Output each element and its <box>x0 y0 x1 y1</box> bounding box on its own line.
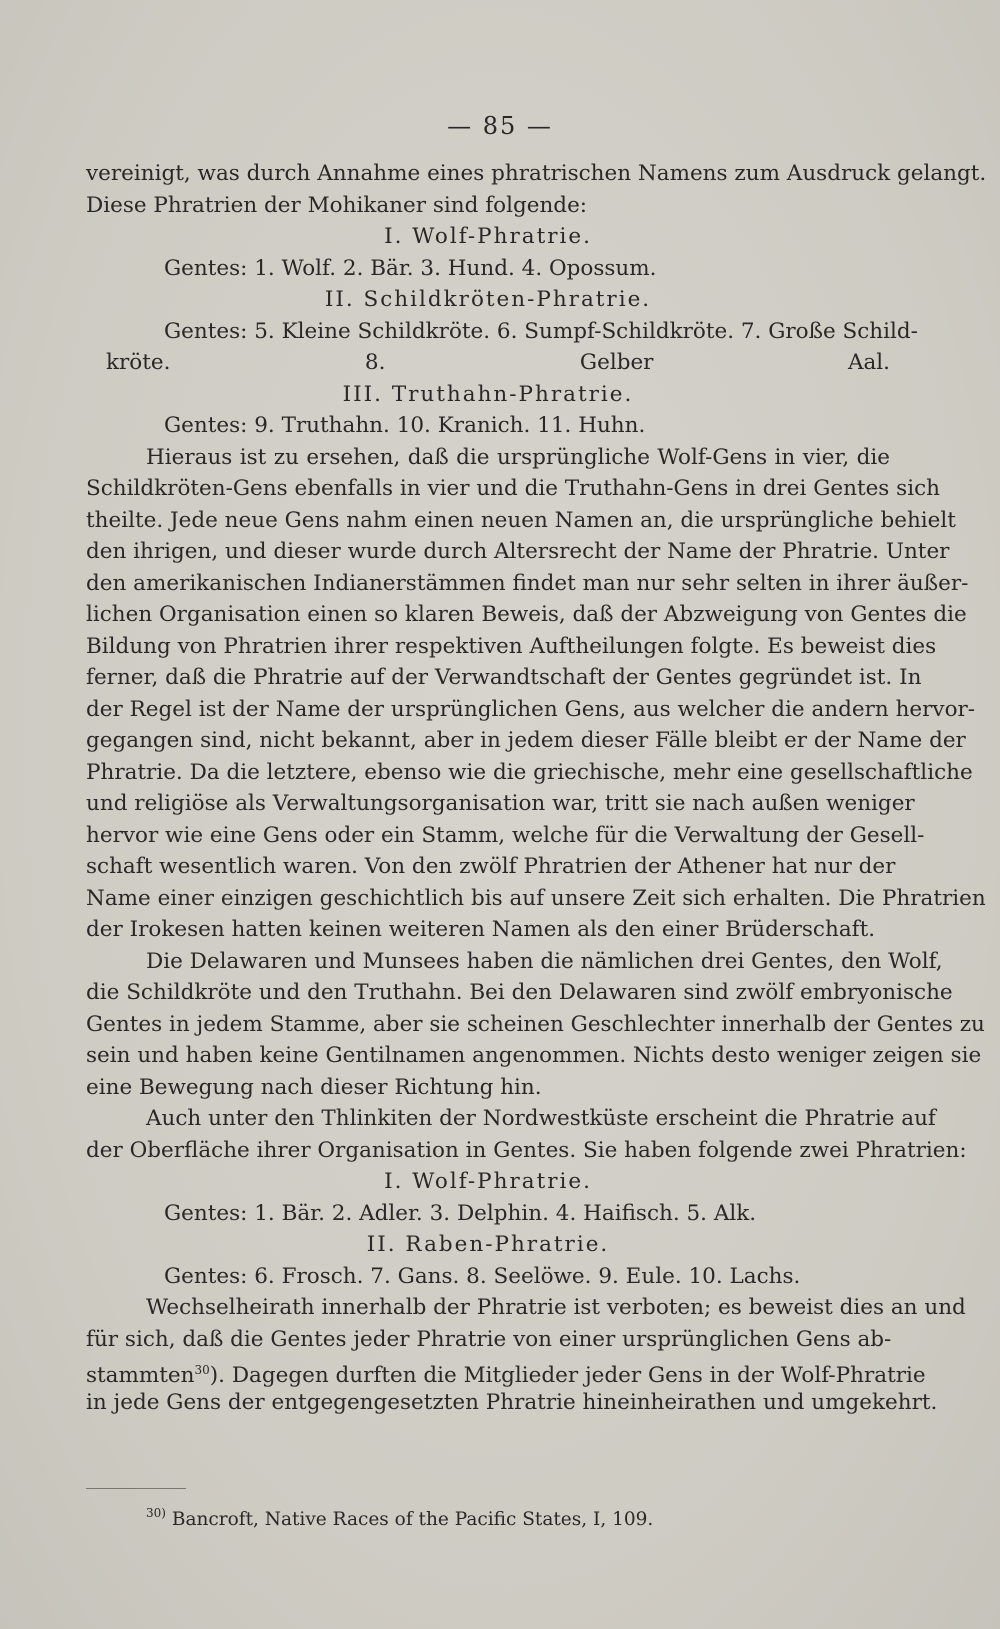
line-text: II. Raben-Phratrie. <box>366 1232 610 1257</box>
line-text: ferner, daß die Phratrie auf der Verwandtschaft der Gentes gegründet ist. In <box>86 665 922 690</box>
gentes-list <box>86 316 918 348</box>
line-text: und religiöse als Verwaltungsorganisation war, tritt sie nach außen weniger <box>86 791 915 816</box>
line-text: Gentes: 9. Truthahn. 10. Kranich. 11. Huhn. <box>164 413 646 438</box>
gentes-list <box>86 410 890 442</box>
text-line <box>86 631 937 663</box>
text-line <box>86 977 953 1009</box>
text-line <box>86 1040 982 1072</box>
text-line <box>86 1072 890 1104</box>
text-line <box>86 883 986 915</box>
footnote-rule <box>86 1488 186 1489</box>
line-text: hervor wie eine Gens oder ein Stamm, welche für die Verwaltung der Gesell- <box>86 822 925 848</box>
line-text: theilte. Jede neue Gens nahm einen neuen Namen an, die ursprüngliche behielt <box>86 507 956 533</box>
line-text: Gentes in jedem Stamme, aber sie scheinen Geschlechter innerhalb der Gentes zu <box>86 1011 985 1037</box>
line-text: kröte. 8. Gelber Aal. <box>106 350 890 375</box>
gentes-list <box>86 253 890 285</box>
line-text: für sich, daß die Gentes jeder Phratrie von einer ursprünglichen Gens ab- <box>86 1326 892 1352</box>
text-line <box>86 694 976 726</box>
text-line <box>86 1355 926 1388</box>
footnote <box>146 1506 906 1530</box>
footnote-text: Bancroft, Native Races of the Pacific States, I, 109. <box>171 1509 654 1530</box>
line-text: I. Wolf-Phratrie. <box>384 1169 592 1194</box>
line-text: Gentes: 1. Bär. 2. Adler. 3. Delphin. 4. Haifisch. 5. Alk. <box>164 1200 757 1226</box>
line-text: I. Wolf-Phratrie. <box>384 224 592 249</box>
text-line <box>86 1009 985 1041</box>
text-line <box>86 536 950 568</box>
text-line <box>86 1103 936 1135</box>
phratry-heading <box>86 379 890 411</box>
text-line <box>86 1292 966 1324</box>
text-line <box>86 820 925 852</box>
text-line <box>86 788 915 820</box>
text-line <box>86 442 890 474</box>
text-line <box>86 347 890 379</box>
line-text: Phratrie. Da die letztere, ebenso wie die griechische, mehr eine gesellschaftliche <box>86 759 973 785</box>
line-text: Schildkröten-Gens ebenfalls in vier und die Truthahn-Gens in drei Gentes sich <box>86 476 940 501</box>
line-text: sein und haben keine Gentilnamen angenommen. Nichts desto weniger zeigen sie <box>86 1043 982 1068</box>
line-text: Hieraus ist zu ersehen, daß die ursprüngliche Wolf-Gens in vier, die <box>146 444 890 470</box>
page-number: — 85 — <box>447 112 553 140</box>
phratry-heading <box>86 1229 890 1261</box>
line-text: Gentes: 6. Frosch. 7. Gans. 8. Seelöwe. 9. Eule. 10. Lachs. <box>164 1263 801 1289</box>
text-line <box>86 1324 890 1356</box>
line-text: schaft wesentlich waren. Von den zwölf Phratrien der Athener hat nur der <box>86 854 896 879</box>
line-text-tail: ). Dagegen durften die Mitglieder jeder Gens in der Wolf-Phratrie <box>209 1363 926 1388</box>
line-text: eine Bewegung nach dieser Richtung hin. <box>86 1074 542 1100</box>
phratry-heading <box>86 1166 890 1198</box>
line-text: die Schildkröte und den Truthahn. Bei den Delawaren sind zwölf embryonische <box>86 980 953 1005</box>
line-text: in jede Gens der entgegengesetzten Phratrie hineinheirathen und umgekehrt. <box>86 1389 938 1415</box>
line-text: der Regel ist der Name der ursprünglichen Gens, aus welcher die andern hervor- <box>86 696 976 722</box>
text-line <box>86 599 967 631</box>
line-text: Bildung von Phratrien ihrer respektiven Auftheilungen folgte. Es beweist dies <box>86 633 937 659</box>
line-text: Name einer einzigen geschichtlich bis auf unsere Zeit sich erhalten. Die Phratrien <box>86 885 986 911</box>
text-line <box>86 914 890 946</box>
line-text: Wechselheirath innerhalb der Phratrie ist verboten; es beweist dies an und <box>146 1295 966 1320</box>
line-text: Gentes: 1. Wolf. 2. Bär. 3. Hund. 4. Opossum. <box>164 255 657 281</box>
gentes-list <box>86 1261 890 1293</box>
gentes-list <box>86 1198 890 1230</box>
text-line <box>86 568 969 600</box>
text-line <box>86 158 987 190</box>
body-text <box>86 158 987 1418</box>
line-text: vereinigt, was durch Annahme eines phratrischen Namens zum Ausdruck gelangt. <box>86 161 987 186</box>
text-line <box>86 851 896 883</box>
line-text: den amerikanischen Indianerstämmen findet man nur sehr selten in ihrer äußer- <box>86 570 969 596</box>
text-line <box>86 1387 938 1419</box>
line-text: gegangen sind, nicht bekannt, aber in jedem dieser Fälle bleibt er der Name der <box>86 728 966 753</box>
line-text: der Irokesen hatten keinen weiteren Namen als den einer Brüderschaft. <box>86 917 876 942</box>
text-line <box>86 725 966 757</box>
text-line <box>86 505 956 537</box>
line-text: II. Schildkröten-Phratrie. <box>324 287 652 312</box>
line-text: Die Delawaren und Munsees haben die nämlichen drei Gentes, den Wolf, <box>146 948 943 974</box>
text-line <box>86 1135 967 1167</box>
footnote-marker: 30) <box>146 1506 166 1520</box>
text-line <box>86 190 890 222</box>
line-text: Diese Phratrien der Mohikaner sind folgende: <box>86 192 588 218</box>
line-text: Gentes: 5. Kleine Schildkröte. 6. Sumpf-Schildkröte. 7. Große Schild- <box>164 318 918 344</box>
footnote-reference: 30 <box>194 1363 210 1377</box>
text-line <box>86 662 922 694</box>
phratry-heading <box>86 221 890 253</box>
line-text: stammten <box>86 1363 195 1388</box>
line-text: den ihrigen, und dieser wurde durch Altersrecht der Name der Phratrie. Unter <box>86 539 950 564</box>
line-text: Auch unter den Thlinkiten der Nordwestküste erscheint die Phratrie auf <box>146 1106 936 1131</box>
text-line <box>86 473 940 505</box>
line-text: III. Truthahn-Phratrie. <box>342 381 634 407</box>
text-line <box>86 946 943 978</box>
phratry-heading <box>86 284 890 316</box>
line-text: der Oberfläche ihrer Organisation in Gentes. Sie haben folgende zwei Phratrien: <box>86 1137 967 1163</box>
line-text: lichen Organisation einen so klaren Beweis, daß der Abzweigung von Gentes die <box>86 602 967 627</box>
text-line <box>86 757 973 789</box>
